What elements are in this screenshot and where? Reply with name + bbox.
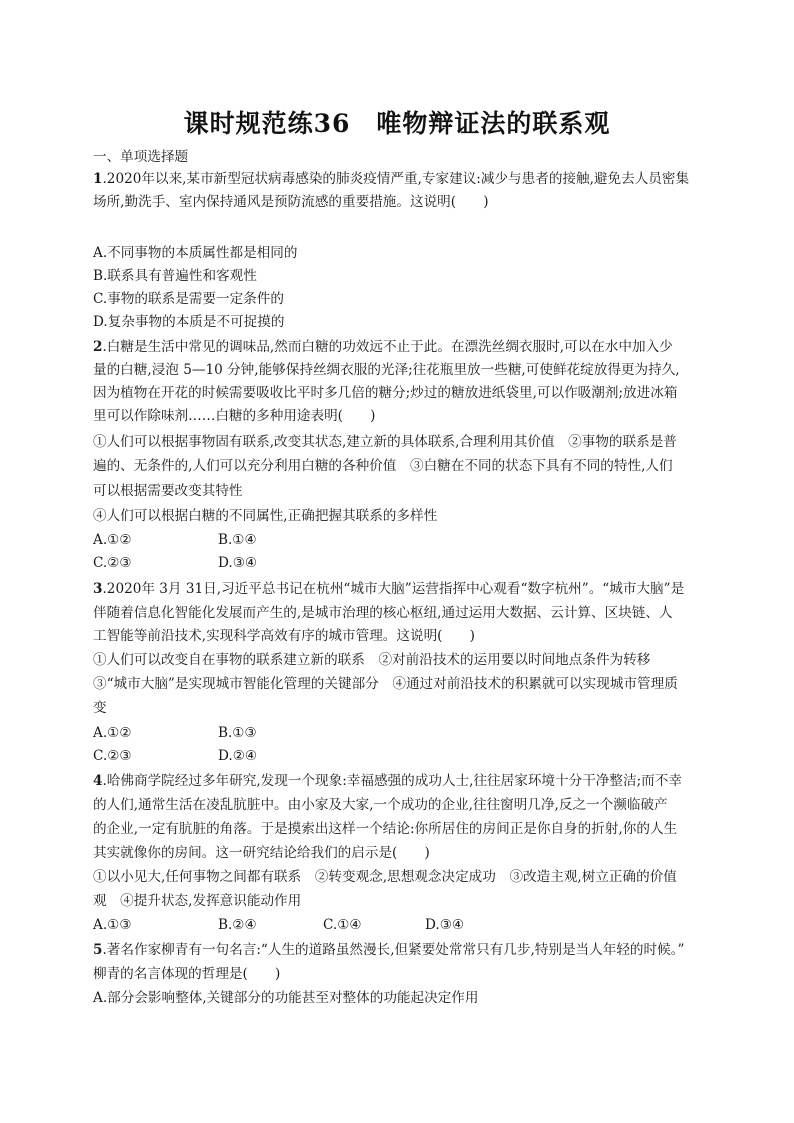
question-stem-line: 里可以作除味剂……白糖的多种用途表明( ) <box>93 408 376 424</box>
question-stem-line: 的企业,一定有肮脏的角落。于是摸索出这样一个结论:你所居住的房间正是你自身的折射,你的人生 <box>93 821 678 837</box>
option-d[interactable]: D.③④ <box>218 555 258 571</box>
option-a[interactable]: A.不同事物的本质属性都是相同的 <box>93 245 298 261</box>
statement-line: ③“城市大脑”是实现城市智能化管理的关键部分 ④通过对前沿技术的积累就可以实现城市管理质 <box>93 676 678 692</box>
option-c[interactable]: C.②③ <box>93 555 132 571</box>
option-b[interactable]: B.①④ <box>218 532 257 548</box>
option-a[interactable]: A.①② <box>93 725 132 741</box>
question-number: 4 <box>93 773 103 789</box>
statement-line: ①人们可以根据事物固有联系,改变其状态,建立新的具体联系,合理利用其价值 ②事物的联系是普 <box>93 434 677 450</box>
option-d[interactable]: D.②④ <box>218 748 258 764</box>
statement-line: 变 <box>93 700 107 716</box>
section-heading: 一、单项选择题 <box>93 149 189 165</box>
option-c[interactable]: C.①④ <box>323 917 362 933</box>
statement-line: 遍的、无条件的,人们可以充分利用白糖的各种价值 ③白糖在不同的状态下具有不同的特性,人们 <box>93 458 673 474</box>
question-stem-line: 因为植物在开花的时候需要吸收比平时多几倍的糖分;炒过的糖放进纸袋里,可以作吸潮剂;放进冰箱 <box>93 385 678 401</box>
question-stem-line: 工智能等前沿技术,实现科学高效有序的城市管理。这说明( ) <box>93 628 475 644</box>
question-stem-line: 量的白糖,浸泡 5—10 分钟,能够保持丝绸衣服的光泽;往花瓶里放一些糖,可使鲜花绽放得更为持久, <box>93 362 680 378</box>
page-title: 课时规范练36 唯物辩证法的联系观 <box>183 109 611 138</box>
statement-line: ①以小见大,任何事物之间都有联系 ②转变观念,思想观念决定成功 ③改造主观,树立正确的价值 <box>93 869 677 885</box>
question-stem-line: 1.2020年以来,某市新型冠状病毒感染的肺炎疫情严重,专家建议:减少与患者的接触,避免去人员密集 <box>93 171 690 187</box>
question-stem-line: 伴随着信息化智能化发展而产生的,是城市治理的核心枢纽,通过运用大数据、云计算、区块链、人 <box>93 605 673 621</box>
statement-line: ①人们可以改变自在事物的联系建立新的联系 ②对前沿技术的运用要以时间地点条件为转移 <box>93 652 651 668</box>
question-stem-line: 的人们,通常生活在凌乱肮脏中。由小家及大家,一个成功的企业,往往窗明几净,反之一个濒临破产 <box>93 797 668 813</box>
option-b[interactable]: B.①③ <box>218 725 257 741</box>
question-number: 3 <box>93 581 103 597</box>
option-a[interactable]: A.①② <box>93 532 132 548</box>
question-stem-line: 柳青的名言体现的哲理是( ) <box>93 966 281 982</box>
option-b[interactable]: B.②④ <box>218 917 257 933</box>
option-c[interactable]: C.②③ <box>93 748 132 764</box>
question-stem-line: 其实就像你的房间。这一研究结论给我们的启示是( ) <box>93 845 430 861</box>
question-number: 1 <box>93 171 103 187</box>
statement-line: 观 ④提升状态,发挥意识能动作用 <box>93 893 302 909</box>
question-stem-line: 5.著名作家柳青有一句名言:“人生的道路虽然漫长,但紧要处常常只有几步,特别是当人年轻的时候。” <box>93 942 685 958</box>
statement-line: ④人们可以根据白糖的不同属性,正确把握其联系的多样性 <box>93 508 438 524</box>
question-stem-line: 场所,勤洗手、室内保持通风是预防流感的重要措施。这说明( ) <box>93 194 489 210</box>
question-stem-line: 2.白糖是生活中常见的调味品,然而白糖的功效远不止于此。在漂洗丝绸衣服时,可以在水中加入少 <box>93 339 673 355</box>
option-b[interactable]: B.联系具有普遍性和客观性 <box>93 268 257 284</box>
question-stem-line: 4.哈佛商学院经过多年研究,发现一个现象:幸福感强的成功人士,往往居家环境十分干净整洁;而不幸 <box>93 773 682 789</box>
option-a[interactable]: A.①③ <box>93 917 132 933</box>
option-d[interactable]: D.复杂事物的本质是不可捉摸的 <box>93 314 285 330</box>
option-c[interactable]: C.事物的联系是需要一定条件的 <box>93 291 284 307</box>
option-d[interactable]: D.③④ <box>425 917 465 933</box>
question-stem-line: 3.2020年 3月 31日,习近平总书记在杭州“城市大脑”运营指挥中心观看“数字杭州”。“城市大脑”是 <box>93 581 685 597</box>
question-number: 5 <box>93 942 103 958</box>
question-number: 2 <box>93 339 103 355</box>
statement-line: 可以根据需要改变其特性 <box>93 483 243 499</box>
option-a[interactable]: A.部分会影响整体,关键部分的功能甚至对整体的功能起决定作用 <box>93 990 479 1006</box>
